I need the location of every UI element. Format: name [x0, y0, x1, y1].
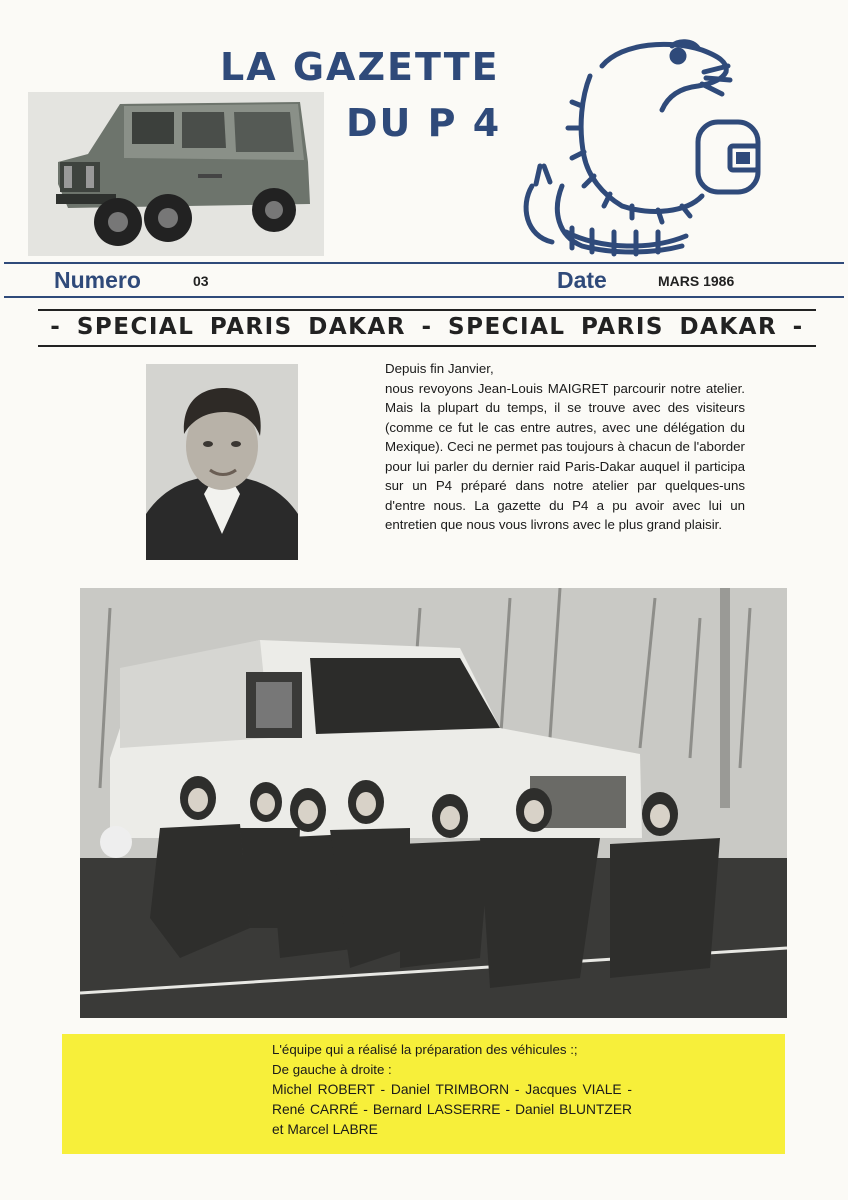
gazette-title-line2: DU P 4	[346, 101, 502, 145]
article-intro: Depuis fin Janvier,	[385, 361, 494, 376]
caption-line2: De gauche à droite :	[272, 1062, 392, 1077]
numero-value: 03	[193, 273, 209, 289]
gazette-title-line1: LA GAZETTE	[220, 45, 500, 89]
header-bottom-rule	[4, 296, 844, 298]
portrait-photo	[146, 364, 298, 560]
numero-label: Numero	[54, 267, 141, 293]
team-group-photo	[80, 588, 787, 1018]
article-text	[385, 359, 745, 535]
p4-vehicle-photo	[28, 92, 324, 256]
special-paris-dakar-banner: - SPECIAL PARIS DAKAR - SPECIAL PARIS DAKAR -	[50, 314, 804, 340]
date-value: MARS 1986	[658, 273, 735, 289]
lion-mascot-illustration	[522, 36, 772, 258]
article-body: nous revoyons Jean-Louis MAIGRET parcourir notre atelier. Mais la plupart du temps, il se trouve avec des visiteurs (comme ce fut le cas entre autres, avec une délégation du Mexique). Ceci ne permet pas toujours à chacun de l'aborder pour lui parler du dernier raid Paris-Dakar auquel il participa sur un P4 préparé dans notre atelier par quelques-uns d'entre nous. La gazette du P4 a pu avoir avec lui un entretien que nous vous livrons avec le plus grand plaisir.	[385, 380, 745, 532]
header-top-rule	[4, 262, 844, 264]
date-label: Date	[557, 267, 607, 293]
team-caption	[272, 1040, 632, 1140]
caption-line1: L'équipe qui a réalisé la préparation des véhicules :;	[272, 1042, 578, 1057]
banner-top-rule	[38, 309, 816, 311]
caption-names: Michel ROBERT - Daniel TRIMBORN - Jacques VIALE - René CARRÉ - Bernard LASSERRE - Daniel BLUNTZER et Marcel LABRE	[272, 1082, 632, 1137]
banner-bottom-rule	[38, 345, 816, 347]
